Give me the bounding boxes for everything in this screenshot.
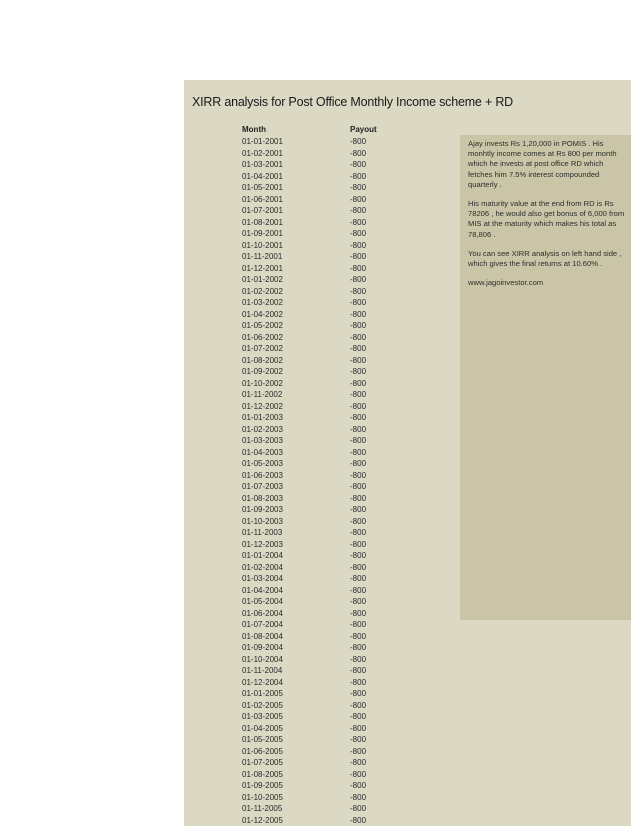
month-cell: 01-04-2004 [242, 585, 283, 595]
payout-cell: -800 [350, 447, 367, 457]
month-cell: 01-06-2001 [242, 194, 283, 204]
table-row [184, 149, 454, 161]
table-row [184, 735, 454, 747]
payout-cell: -800 [350, 309, 367, 319]
month-cell: 01-10-2003 [242, 516, 283, 526]
month-cell: 01-05-2001 [242, 183, 283, 192]
table-row [184, 356, 454, 368]
table-row [184, 264, 454, 276]
table-row [184, 540, 454, 552]
table-row [184, 747, 454, 759]
table-row [184, 655, 454, 667]
month-cell: 01-08-2004 [242, 631, 283, 641]
table-row [184, 482, 454, 494]
month-cell: 01-07-2002 [242, 344, 283, 353]
payout-cell: -800 [350, 528, 367, 537]
table-row [184, 793, 454, 805]
payout-cell: -800 [350, 367, 367, 376]
payout-cell: -800 [350, 378, 367, 388]
payout-cell: -800 [350, 597, 367, 606]
table-row [184, 321, 454, 333]
sheet-title: XIRR analysis for Post Office Monthly Income scheme + RD [192, 95, 513, 109]
month-cell: 01-05-2003 [242, 459, 283, 468]
payout-cell: -800 [350, 470, 367, 480]
payout-cell: -800 [350, 493, 367, 503]
month-cell: 01-08-2002 [242, 355, 283, 365]
payout-cell: -800 [350, 620, 367, 629]
month-cell: 01-04-2005 [242, 723, 283, 733]
payout-cell: -800 [350, 516, 367, 526]
month-cell: 01-11-2002 [242, 390, 283, 399]
payout-cell: -800 [350, 229, 367, 238]
month-cell: 01-12-2004 [242, 677, 283, 687]
payout-cell: -800 [350, 585, 367, 595]
month-cell: 01-09-2001 [242, 229, 283, 238]
table-row [184, 701, 454, 713]
month-cell: 01-01-2005 [242, 689, 283, 698]
table-row [184, 643, 454, 655]
table-row [184, 758, 454, 770]
payout-cell: -800 [350, 413, 367, 422]
payout-cell: -800 [350, 217, 367, 227]
table-row [184, 448, 454, 460]
payout-cell: -800 [350, 551, 367, 560]
table-row [184, 528, 454, 540]
payout-cell: -800 [350, 735, 367, 744]
website-link-text: www.jagoinvestor.com [468, 278, 544, 288]
table-row [184, 551, 454, 563]
month-cell: 01-01-2002 [242, 275, 283, 284]
payout-cell: -800 [350, 608, 367, 618]
month-cell: 01-02-2005 [242, 700, 283, 710]
payout-cell: -800 [350, 746, 367, 756]
table-row [184, 632, 454, 644]
month-cell: 01-10-2004 [242, 654, 283, 664]
payout-cell: -800 [350, 401, 367, 411]
table-row [184, 379, 454, 391]
payout-cell: -800 [350, 758, 367, 767]
table-row [184, 229, 454, 241]
table-row [184, 494, 454, 506]
month-cell: 01-04-2003 [242, 447, 283, 457]
month-cell: 01-02-2003 [242, 424, 283, 434]
month-cell: 01-06-2002 [242, 332, 283, 342]
table-row [184, 816, 454, 826]
month-cell: 01-06-2005 [242, 746, 283, 756]
table-row [184, 402, 454, 414]
table-row [184, 609, 454, 621]
table-row [184, 390, 454, 402]
table-row [184, 333, 454, 345]
payout-cell: -800 [350, 643, 367, 652]
table-row [184, 620, 454, 632]
month-cell: 01-01-2003 [242, 413, 283, 422]
month-cell: 01-03-2003 [242, 436, 283, 445]
payout-cell: -800 [350, 321, 367, 330]
table-row [184, 689, 454, 701]
payout-cell: -800 [350, 700, 367, 710]
note-paragraph: You can see XIRR analysis on left hand side , which gives the final returns at 10.60% . [468, 248, 622, 269]
table-row [184, 517, 454, 529]
payout-cell: -800 [350, 666, 367, 675]
payout-cell: -800 [350, 137, 367, 146]
table-row [184, 310, 454, 322]
payout-cell: -800 [350, 160, 367, 169]
data-rows [184, 137, 454, 826]
table-row [184, 781, 454, 793]
payout-column-header: Payout [350, 125, 377, 134]
payout-cell: -800 [350, 286, 367, 296]
payout-cell: -800 [350, 436, 367, 445]
table-row [184, 425, 454, 437]
note-paragraph: His maturity value at the end from RD is Rs 78206 , he would also get bonus of 6,000 from MIS at the maturity which makes his total as 78,806 . [468, 199, 625, 239]
month-cell: 01-04-2002 [242, 309, 283, 319]
month-cell: 01-08-2003 [242, 493, 283, 503]
payout-cell: -800 [350, 240, 367, 250]
table-row [184, 563, 454, 575]
table-row [184, 218, 454, 230]
payout-cell: -800 [350, 654, 367, 664]
month-cell: 01-07-2005 [242, 758, 283, 767]
table-row [184, 241, 454, 253]
month-cell: 01-10-2002 [242, 378, 283, 388]
table-row [184, 172, 454, 184]
table-row [184, 252, 454, 264]
table-row [184, 597, 454, 609]
month-cell: 01-12-2003 [242, 539, 283, 549]
table-row [184, 574, 454, 586]
spreadsheet-sheet [184, 80, 631, 826]
payout-cell: -800 [350, 263, 367, 273]
payout-cell: -800 [350, 183, 367, 192]
month-cell: 01-02-2002 [242, 286, 283, 296]
month-cell: 01-07-2001 [242, 206, 283, 215]
payout-cell: -800 [350, 252, 367, 261]
payout-cell: -800 [350, 482, 367, 491]
table-row [184, 770, 454, 782]
month-cell: 01-09-2005 [242, 781, 283, 790]
table-row [184, 712, 454, 724]
month-cell: 01-11-2003 [242, 528, 283, 537]
month-cell: 01-10-2005 [242, 792, 283, 802]
table-row [184, 137, 454, 149]
table-row [184, 666, 454, 678]
month-cell: 01-07-2004 [242, 620, 283, 629]
month-cell: 01-06-2003 [242, 470, 283, 480]
month-cell: 01-12-2002 [242, 401, 283, 411]
payout-cell: -800 [350, 723, 367, 733]
month-cell: 01-03-2002 [242, 298, 283, 307]
payout-cell: -800 [350, 574, 367, 583]
payout-cell: -800 [350, 298, 367, 307]
payout-cell: -800 [350, 792, 367, 802]
table-row [184, 678, 454, 690]
month-cell: 01-05-2005 [242, 735, 283, 744]
month-cell: 01-06-2004 [242, 608, 283, 618]
month-column-header: Month [242, 125, 266, 134]
month-cell: 01-04-2001 [242, 171, 283, 181]
table-row [184, 459, 454, 471]
payout-cell: -800 [350, 194, 367, 204]
table-row [184, 505, 454, 517]
month-cell: 01-12-2005 [242, 815, 283, 825]
payout-cell: -800 [350, 712, 367, 721]
table-row [184, 206, 454, 218]
explanation-note [460, 135, 631, 620]
payout-cell: -800 [350, 344, 367, 353]
payout-cell: -800 [350, 562, 367, 572]
table-row [184, 436, 454, 448]
payout-cell: -800 [350, 781, 367, 790]
month-cell: 01-09-2003 [242, 505, 283, 514]
month-cell: 01-09-2002 [242, 367, 283, 376]
note-paragraph: Ajay invests Rs 1,20,000 in POMIS . His monhtly income comes at Rs 800 per month which he invests at post office RD which fetches him 7.5% interest compounded quarterly . [468, 139, 617, 189]
month-cell: 01-12-2001 [242, 263, 283, 273]
payout-cell: -800 [350, 631, 367, 641]
payout-cell: -800 [350, 355, 367, 365]
month-cell: 01-08-2005 [242, 769, 283, 779]
table-row [184, 471, 454, 483]
month-cell: 01-02-2004 [242, 562, 283, 572]
table-row [184, 724, 454, 736]
table-row [184, 804, 454, 816]
payout-cell: -800 [350, 505, 367, 514]
month-cell: 01-11-2004 [242, 666, 283, 675]
table-row [184, 413, 454, 425]
payout-cell: -800 [350, 459, 367, 468]
month-cell: 01-11-2005 [242, 804, 283, 813]
month-cell: 01-05-2004 [242, 597, 283, 606]
payout-cell: -800 [350, 171, 367, 181]
payout-cell: -800 [350, 424, 367, 434]
month-cell: 01-10-2001 [242, 240, 283, 250]
month-cell: 01-03-2005 [242, 712, 283, 721]
table-row [184, 183, 454, 195]
payout-cell: -800 [350, 275, 367, 284]
table-row [184, 367, 454, 379]
month-cell: 01-05-2002 [242, 321, 283, 330]
month-cell: 01-08-2001 [242, 217, 283, 227]
payout-cell: -800 [350, 332, 367, 342]
payout-cell: -800 [350, 206, 367, 215]
payout-cell: -800 [350, 769, 367, 779]
month-cell: 01-02-2001 [242, 148, 283, 158]
month-cell: 01-07-2003 [242, 482, 283, 491]
payout-cell: -800 [350, 539, 367, 549]
month-cell: 01-03-2004 [242, 574, 283, 583]
month-cell: 01-01-2001 [242, 137, 283, 146]
table-row [184, 195, 454, 207]
table-row [184, 344, 454, 356]
table-row [184, 160, 454, 172]
month-cell: 01-01-2004 [242, 551, 283, 560]
table-row [184, 287, 454, 299]
month-cell: 01-03-2001 [242, 160, 283, 169]
month-cell: 01-09-2004 [242, 643, 283, 652]
payout-cell: -800 [350, 390, 367, 399]
table-row [184, 275, 454, 287]
month-cell: 01-11-2001 [242, 252, 283, 261]
payout-cell: -800 [350, 815, 367, 825]
table-row [184, 298, 454, 310]
payout-cell: -800 [350, 677, 367, 687]
payout-cell: -800 [350, 804, 367, 813]
table-row [184, 586, 454, 598]
payout-cell: -800 [350, 148, 367, 158]
payout-cell: -800 [350, 689, 367, 698]
